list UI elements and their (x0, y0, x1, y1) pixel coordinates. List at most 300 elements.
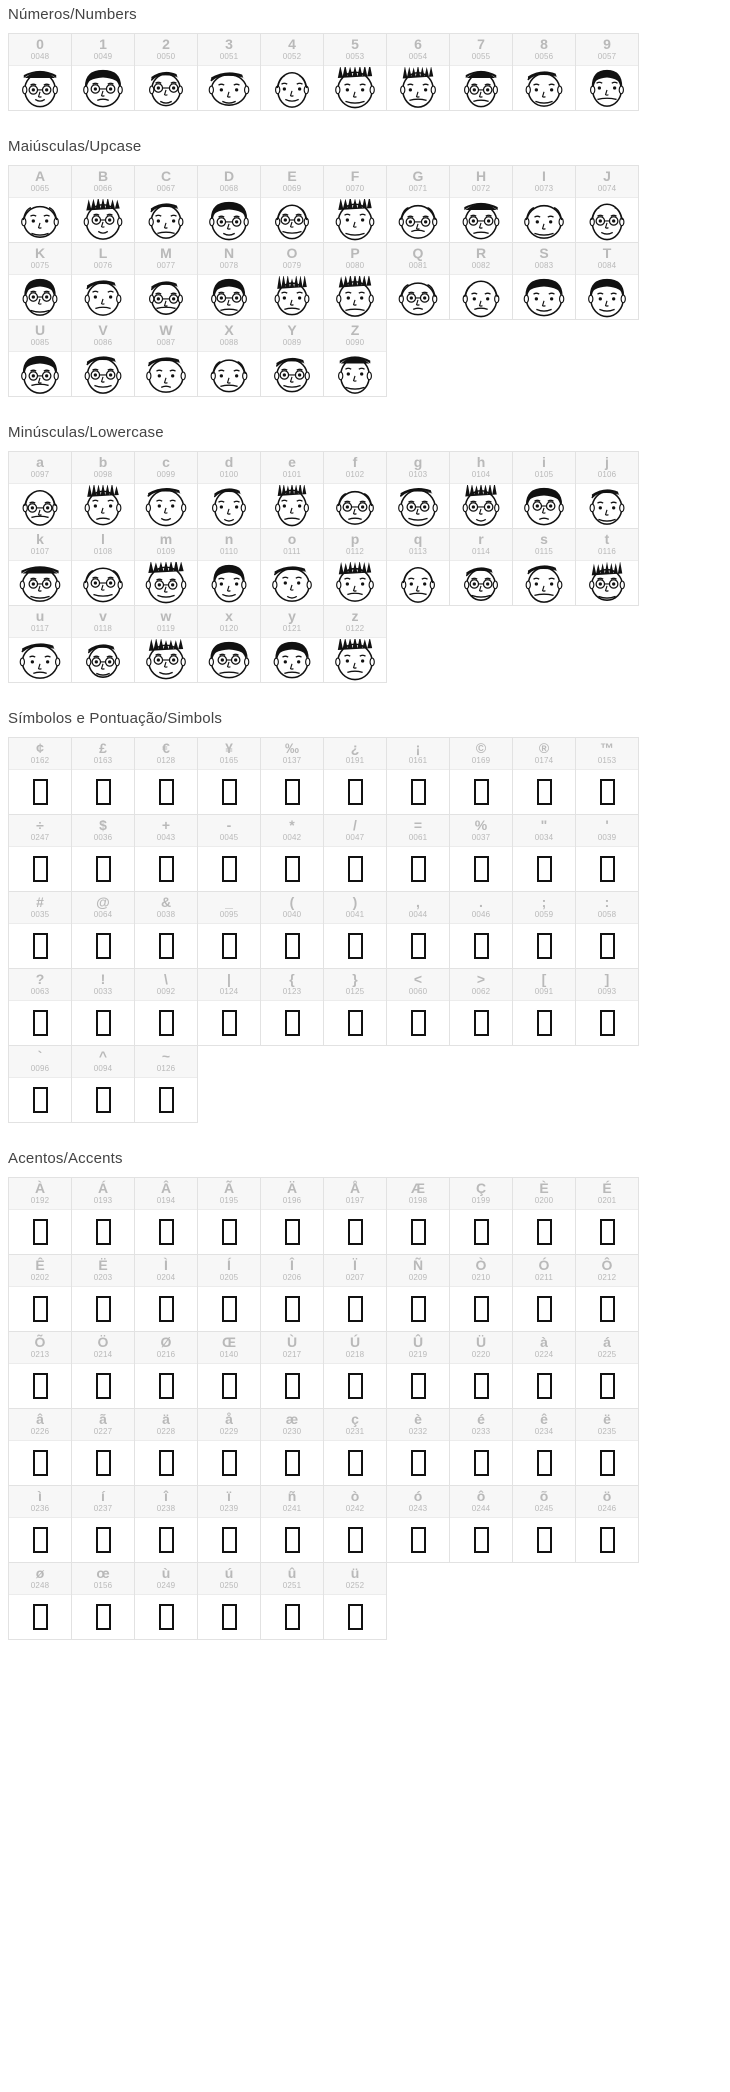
glyph-cell[interactable] (71, 814, 135, 892)
glyph-cell[interactable] (197, 1254, 261, 1332)
glyph-code: 0105 (534, 470, 554, 479)
glyph-cell[interactable] (323, 605, 387, 683)
glyph-header (198, 969, 260, 1001)
glyph-cell[interactable] (134, 1562, 198, 1640)
glyph-cell[interactable] (386, 1408, 450, 1486)
tofu-box-icon (159, 1219, 174, 1245)
glyph-cell[interactable] (71, 1045, 135, 1123)
glyph-header (261, 1178, 323, 1210)
glyph-cell[interactable] (449, 1485, 513, 1563)
glyph-header (261, 1409, 323, 1441)
glyph-cell[interactable] (449, 891, 513, 969)
glyph-cell[interactable] (8, 891, 72, 969)
glyph-cell[interactable] (575, 33, 639, 111)
glyph-character: x (225, 608, 233, 624)
glyph-cell[interactable] (386, 1485, 450, 1563)
glyph-cell[interactable] (71, 1485, 135, 1563)
missing-glyph-box-icon (198, 1364, 260, 1408)
glyph-character: \ (164, 971, 168, 987)
glyph-cell[interactable] (323, 737, 387, 815)
glyph-cell[interactable] (134, 1331, 198, 1409)
missing-glyph-box-icon (135, 1001, 197, 1045)
glyph-cell[interactable] (323, 1331, 387, 1409)
glyph-cell[interactable] (71, 605, 135, 683)
glyph-cell[interactable] (386, 1254, 450, 1332)
glyph-cell[interactable] (71, 1177, 135, 1255)
glyph-code: 0206 (282, 1273, 302, 1282)
glyph-cell[interactable] (8, 814, 72, 892)
glyph-cell[interactable] (71, 451, 135, 529)
missing-glyph-box-icon (513, 1441, 575, 1485)
missing-glyph-box-icon (9, 924, 71, 968)
face-glyph-preview (450, 561, 512, 605)
glyph-character: , (416, 894, 420, 910)
glyph-code: 0128 (156, 756, 176, 765)
glyph-cell[interactable] (386, 737, 450, 815)
glyph-cell[interactable] (197, 1562, 261, 1640)
glyph-cell[interactable] (134, 1177, 198, 1255)
glyph-cell[interactable] (8, 605, 72, 683)
glyph-cell[interactable] (512, 1254, 576, 1332)
glyph-cell[interactable] (260, 1331, 324, 1409)
glyph-character: $ (99, 817, 107, 833)
glyph-header (513, 1255, 575, 1287)
glyph-code: 0051 (219, 52, 239, 61)
face-glyph-preview (324, 198, 386, 242)
glyph-character: 7 (477, 36, 485, 52)
glyph-cell[interactable] (8, 451, 72, 529)
glyph-cell[interactable] (134, 242, 198, 320)
glyph-cell[interactable] (323, 451, 387, 529)
glyph-cell[interactable] (197, 1331, 261, 1409)
glyph-cell[interactable] (260, 605, 324, 683)
glyph-cell[interactable] (197, 319, 261, 397)
glyph-cell[interactable] (71, 528, 135, 606)
glyph-cell[interactable] (71, 319, 135, 397)
glyph-cell[interactable] (197, 33, 261, 111)
glyph-header (450, 34, 512, 66)
tofu-box-icon (96, 1527, 111, 1553)
glyph-cell[interactable] (323, 1254, 387, 1332)
glyph-cell[interactable] (323, 968, 387, 1046)
glyph-cell[interactable] (323, 33, 387, 111)
glyph-cell[interactable] (386, 891, 450, 969)
glyph-code: 0205 (219, 1273, 239, 1282)
glyph-header (198, 1486, 260, 1518)
tofu-box-icon (348, 1010, 363, 1036)
glyph-cell[interactable] (134, 1485, 198, 1563)
glyph-cell[interactable] (575, 451, 639, 529)
tofu-box-icon (222, 933, 237, 959)
glyph-cell[interactable] (512, 737, 576, 815)
tofu-box-icon (285, 1604, 300, 1630)
glyph-cell[interactable] (8, 1177, 72, 1255)
glyph-header (198, 320, 260, 352)
glyph-cell[interactable] (197, 1485, 261, 1563)
glyph-cell[interactable] (8, 528, 72, 606)
glyph-cell[interactable] (575, 1254, 639, 1332)
glyph-header (9, 243, 71, 275)
face-glyph-preview (576, 561, 638, 605)
glyph-character: v (99, 608, 107, 624)
glyph-cell[interactable] (386, 968, 450, 1046)
glyph-cell[interactable] (71, 968, 135, 1046)
glyph-header (261, 34, 323, 66)
glyph-cell[interactable] (260, 968, 324, 1046)
glyph-cell[interactable] (512, 242, 576, 320)
face-glyph-preview (261, 484, 323, 528)
glyph-cell[interactable] (575, 242, 639, 320)
glyph-cell[interactable] (449, 451, 513, 529)
glyph-code: 0085 (30, 338, 50, 347)
tofu-box-icon (537, 1219, 552, 1245)
glyph-cell[interactable] (449, 1177, 513, 1255)
glyph-header (72, 166, 134, 198)
glyph-header (450, 1255, 512, 1287)
glyph-cell[interactable] (197, 242, 261, 320)
glyph-header (9, 1046, 71, 1078)
missing-glyph-box-icon (450, 924, 512, 968)
glyph-cell[interactable] (323, 242, 387, 320)
tofu-box-icon (537, 1450, 552, 1476)
glyph-cell[interactable] (449, 1254, 513, 1332)
glyph-cell[interactable] (449, 165, 513, 243)
glyph-cell[interactable] (575, 1177, 639, 1255)
glyph-cell[interactable] (449, 737, 513, 815)
missing-glyph-box-icon (261, 1287, 323, 1331)
glyph-cell[interactable] (260, 1408, 324, 1486)
glyph-cell[interactable] (71, 33, 135, 111)
glyph-cell[interactable] (575, 737, 639, 815)
glyph-cell[interactable] (197, 737, 261, 815)
glyph-header (72, 1178, 134, 1210)
glyph-header (261, 738, 323, 770)
glyph-cell[interactable] (260, 528, 324, 606)
glyph-code: 0088 (219, 338, 239, 347)
glyph-cell[interactable] (8, 1485, 72, 1563)
glyph-header (72, 1255, 134, 1287)
tofu-box-icon (411, 1527, 426, 1553)
glyph-character: ] (604, 971, 610, 987)
glyph-character: © (475, 740, 487, 756)
glyph-cell[interactable] (71, 1408, 135, 1486)
glyph-cell[interactable] (512, 814, 576, 892)
tofu-box-icon (33, 1604, 48, 1630)
face-glyph-preview (513, 275, 575, 319)
missing-glyph-box-icon (135, 1595, 197, 1639)
glyph-cell[interactable] (386, 33, 450, 111)
glyph-cell[interactable] (71, 242, 135, 320)
glyph-header (513, 1332, 575, 1364)
glyph-cell[interactable] (323, 319, 387, 397)
tofu-box-icon (474, 1219, 489, 1245)
glyph-character: ô (476, 1488, 486, 1504)
glyph-cell[interactable] (449, 1331, 513, 1409)
face-glyph-preview (72, 638, 134, 682)
glyph-header (513, 1486, 575, 1518)
glyph-character: õ (539, 1488, 549, 1504)
glyph-header (198, 1409, 260, 1441)
glyph-code: 0038 (156, 910, 176, 919)
glyph-cell[interactable] (8, 165, 72, 243)
glyph-cell[interactable] (8, 1331, 72, 1409)
glyph-cell[interactable] (260, 165, 324, 243)
glyph-character: Â (160, 1180, 172, 1196)
glyph-header (576, 243, 638, 275)
glyph-cell[interactable] (386, 165, 450, 243)
glyph-code: 0239 (219, 1504, 239, 1513)
glyph-character: a (36, 454, 44, 470)
glyph-code: 0061 (408, 833, 428, 842)
face-glyph-preview (198, 66, 260, 110)
glyph-character: ¥ (225, 740, 233, 756)
glyph-cell[interactable] (8, 1562, 72, 1640)
glyph-cell[interactable] (134, 528, 198, 606)
glyph-header (261, 1255, 323, 1287)
glyph-cell[interactable] (449, 1408, 513, 1486)
face-glyph-preview (135, 638, 197, 682)
glyph-code: 0044 (408, 910, 428, 919)
glyph-cell[interactable] (8, 1408, 72, 1486)
glyph-cell[interactable] (260, 1177, 324, 1255)
glyph-character: Œ (222, 1334, 236, 1350)
glyph-cell[interactable] (323, 1485, 387, 1563)
glyph-cell[interactable] (134, 737, 198, 815)
face-glyph-preview (513, 66, 575, 110)
glyph-cell[interactable] (134, 814, 198, 892)
glyph-cell[interactable] (134, 33, 198, 111)
glyph-code: 0192 (30, 1196, 50, 1205)
glyph-cell[interactable] (71, 891, 135, 969)
face-glyph-preview (198, 561, 260, 605)
glyph-header (9, 452, 71, 484)
glyph-header (198, 1332, 260, 1364)
glyph-code: 0227 (93, 1427, 113, 1436)
glyph-grid (8, 451, 648, 682)
tofu-box-icon (159, 1296, 174, 1322)
glyph-code: 0242 (345, 1504, 365, 1513)
glyph-header (135, 1563, 197, 1595)
glyph-cell[interactable] (323, 1408, 387, 1486)
face-glyph-preview (387, 275, 449, 319)
glyph-cell[interactable] (260, 33, 324, 111)
tofu-box-icon (348, 1373, 363, 1399)
glyph-cell[interactable] (512, 1408, 576, 1486)
glyph-header (450, 1486, 512, 1518)
glyph-cell[interactable] (323, 814, 387, 892)
glyph-cell[interactable] (386, 528, 450, 606)
glyph-cell[interactable] (575, 165, 639, 243)
missing-glyph-box-icon (9, 770, 71, 814)
face-glyph-preview (72, 561, 134, 605)
glyph-cell[interactable] (260, 1562, 324, 1640)
tofu-box-icon (96, 1296, 111, 1322)
glyph-header (261, 969, 323, 1001)
glyph-code: 0220 (471, 1350, 491, 1359)
glyph-cell[interactable] (323, 1177, 387, 1255)
missing-glyph-box-icon (72, 1518, 134, 1562)
glyph-header (324, 452, 386, 484)
glyph-cell[interactable] (134, 1408, 198, 1486)
glyph-cell[interactable] (134, 451, 198, 529)
glyph-cell[interactable] (512, 1331, 576, 1409)
glyph-cell[interactable] (575, 1485, 639, 1563)
glyph-cell[interactable] (197, 605, 261, 683)
glyph-cell[interactable] (386, 1331, 450, 1409)
missing-glyph-box-icon (387, 924, 449, 968)
glyph-cell[interactable] (575, 968, 639, 1046)
glyph-code: 0104 (471, 470, 491, 479)
glyph-cell[interactable] (71, 1562, 135, 1640)
glyph-character: ~ (161, 1048, 171, 1064)
tofu-box-icon (600, 1527, 615, 1553)
glyph-cell[interactable] (8, 1254, 72, 1332)
glyph-cell[interactable] (8, 1045, 72, 1123)
glyph-cell[interactable] (386, 242, 450, 320)
glyph-cell[interactable] (512, 1177, 576, 1255)
glyph-cell[interactable] (260, 319, 324, 397)
glyph-header (9, 815, 71, 847)
glyph-cell[interactable] (449, 242, 513, 320)
glyph-code: 0070 (345, 184, 365, 193)
glyph-cell[interactable] (512, 891, 576, 969)
glyph-cell[interactable] (71, 1331, 135, 1409)
glyph-character: Õ (34, 1334, 46, 1350)
glyph-cell[interactable] (323, 1562, 387, 1640)
glyph-header (576, 738, 638, 770)
glyph-cell[interactable] (512, 968, 576, 1046)
glyph-cell[interactable] (575, 528, 639, 606)
glyph-cell[interactable] (512, 451, 576, 529)
missing-glyph-box-icon (198, 770, 260, 814)
glyph-character: h (476, 454, 486, 470)
tofu-box-icon (285, 779, 300, 805)
glyph-cell[interactable] (8, 319, 72, 397)
glyph-header (9, 969, 71, 1001)
glyph-code: 0084 (597, 261, 617, 270)
glyph-cell[interactable] (197, 1408, 261, 1486)
glyph-cell[interactable] (8, 737, 72, 815)
glyph-cell[interactable] (449, 33, 513, 111)
missing-glyph-box-icon (513, 924, 575, 968)
glyph-cell[interactable] (71, 1254, 135, 1332)
glyph-cell[interactable] (260, 451, 324, 529)
glyph-code: 0042 (282, 833, 302, 842)
tofu-box-icon (159, 779, 174, 805)
glyph-cell[interactable] (8, 968, 72, 1046)
glyph-character: k (36, 531, 44, 547)
tofu-box-icon (600, 1010, 615, 1036)
glyph-cell[interactable] (134, 891, 198, 969)
glyph-character: F (350, 168, 360, 184)
face-glyph-preview (450, 66, 512, 110)
glyph-cell[interactable] (323, 528, 387, 606)
glyph-character: S (539, 245, 549, 261)
glyph-cell[interactable] (197, 968, 261, 1046)
glyph-code: 0039 (597, 833, 617, 842)
glyph-cell[interactable] (575, 1408, 639, 1486)
glyph-header (135, 815, 197, 847)
glyph-cell[interactable] (8, 33, 72, 111)
tofu-box-icon (285, 1527, 300, 1553)
glyph-cell[interactable] (323, 891, 387, 969)
glyph-cell[interactable] (575, 1331, 639, 1409)
glyph-header (513, 243, 575, 275)
glyph-cell[interactable] (512, 33, 576, 111)
glyph-cell[interactable] (260, 242, 324, 320)
glyph-cell[interactable] (512, 1485, 576, 1563)
glyph-cell[interactable] (134, 968, 198, 1046)
glyph-cell[interactable] (449, 528, 513, 606)
tofu-box-icon (159, 1010, 174, 1036)
glyph-cell[interactable] (197, 528, 261, 606)
glyph-cell[interactable] (197, 1177, 261, 1255)
glyph-cell[interactable] (575, 891, 639, 969)
glyph-cell[interactable] (134, 165, 198, 243)
glyph-cell[interactable] (71, 165, 135, 243)
glyph-cell[interactable] (260, 1254, 324, 1332)
glyph-cell[interactable] (197, 451, 261, 529)
glyph-character: f (352, 454, 358, 470)
glyph-cell[interactable] (197, 814, 261, 892)
face-glyph-preview (198, 352, 260, 396)
glyph-cell[interactable] (134, 605, 198, 683)
tofu-box-icon (159, 1604, 174, 1630)
glyph-cell[interactable] (575, 814, 639, 892)
glyph-cell[interactable] (386, 1177, 450, 1255)
glyph-character: è (414, 1411, 422, 1427)
glyph-cell[interactable] (197, 891, 261, 969)
glyph-cell[interactable] (512, 528, 576, 606)
glyph-cell[interactable] (260, 737, 324, 815)
glyph-code: 0252 (345, 1581, 365, 1590)
glyph-character: 0 (36, 36, 44, 52)
glyph-header (198, 738, 260, 770)
glyph-character: û (287, 1565, 297, 1581)
glyph-header (135, 1332, 197, 1364)
glyph-header (513, 529, 575, 561)
glyph-cell[interactable] (260, 1485, 324, 1563)
glyph-cell[interactable] (260, 891, 324, 969)
glyph-cell[interactable] (449, 814, 513, 892)
glyph-cell[interactable] (8, 242, 72, 320)
tofu-box-icon (96, 779, 111, 805)
glyph-code: 0075 (30, 261, 50, 270)
glyph-character: œ (96, 1565, 110, 1581)
missing-glyph-box-icon (135, 847, 197, 891)
glyph-code: 0209 (408, 1273, 428, 1282)
missing-glyph-box-icon (198, 1595, 260, 1639)
glyph-cell[interactable] (386, 814, 450, 892)
glyph-cell[interactable] (134, 1045, 198, 1123)
glyph-cell[interactable] (449, 968, 513, 1046)
glyph-cell[interactable] (134, 319, 198, 397)
glyph-cell[interactable] (386, 451, 450, 529)
glyph-character: à (540, 1334, 548, 1350)
glyph-header (72, 1563, 134, 1595)
glyph-cell[interactable] (323, 165, 387, 243)
glyph-cell[interactable] (512, 165, 576, 243)
glyph-character: Ù (286, 1334, 298, 1350)
glyph-cell[interactable] (197, 165, 261, 243)
tofu-box-icon (411, 1296, 426, 1322)
tofu-box-icon (348, 1527, 363, 1553)
glyph-code: 0091 (534, 987, 554, 996)
glyph-cell[interactable] (134, 1254, 198, 1332)
glyph-cell[interactable] (71, 737, 135, 815)
glyph-cell[interactable] (260, 814, 324, 892)
glyph-code: 0079 (282, 261, 302, 270)
